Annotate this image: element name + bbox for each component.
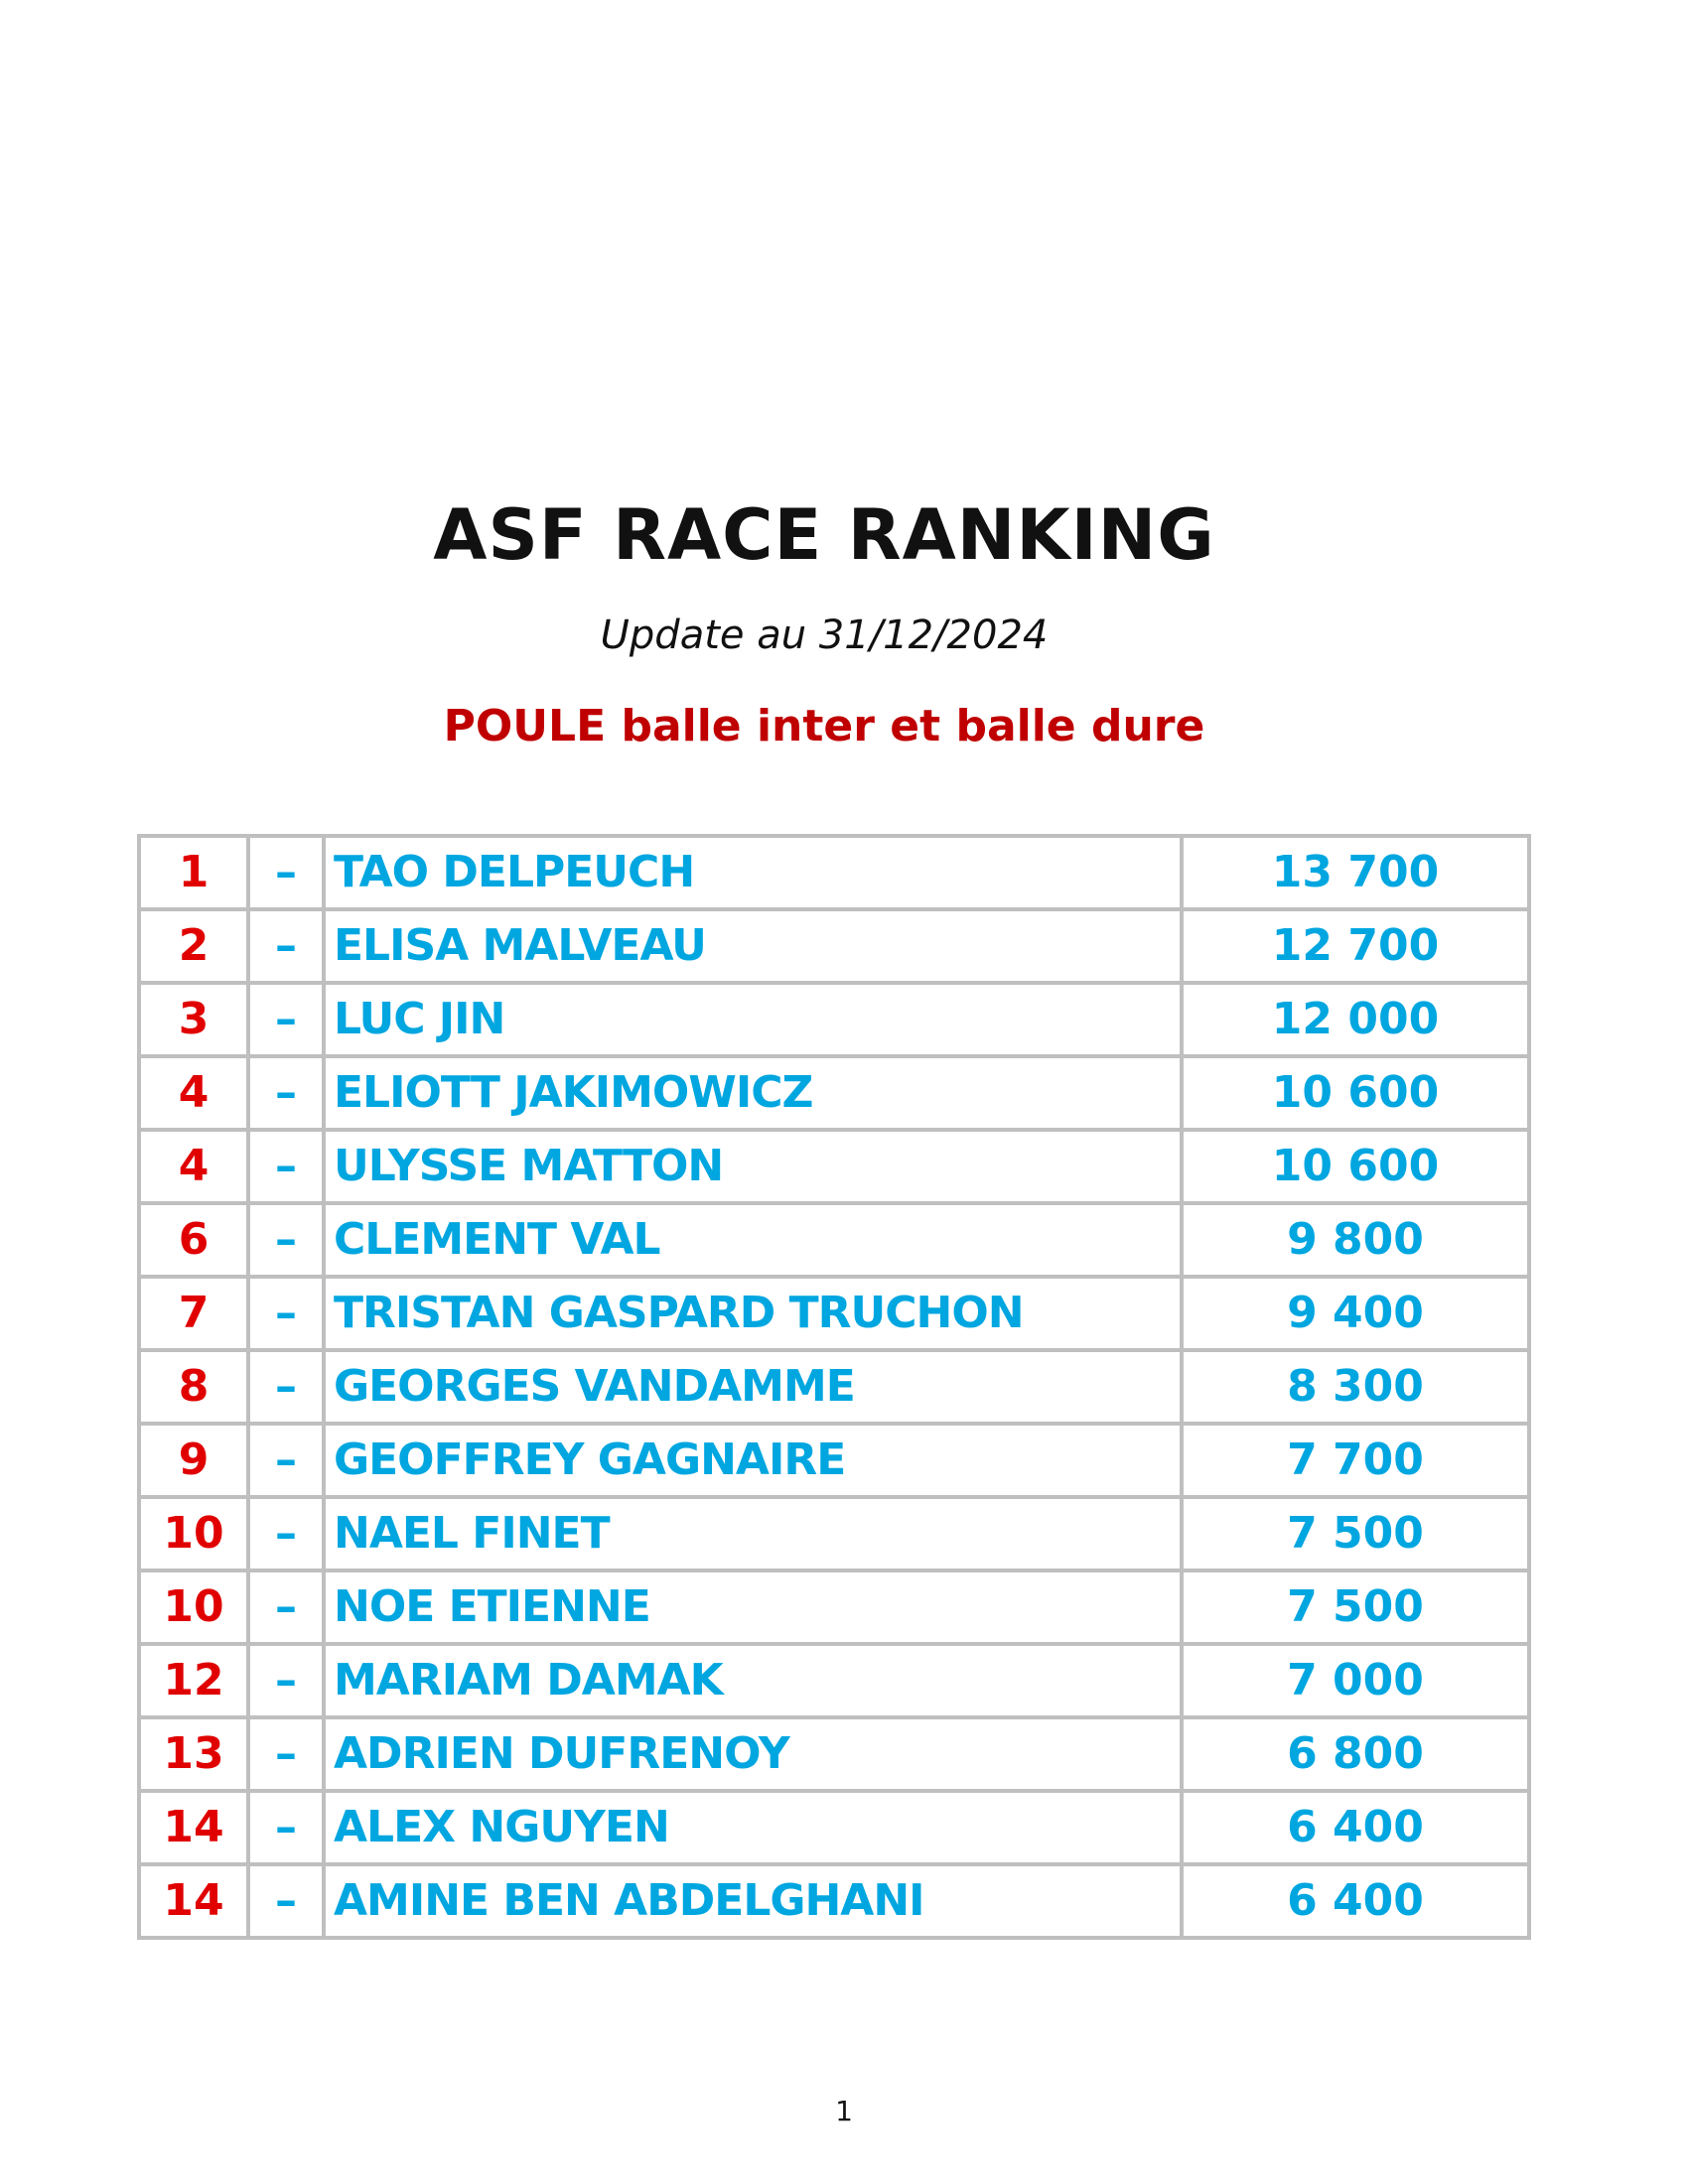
points-cell: 7 500	[1182, 1570, 1529, 1644]
player-name-cell: GEOFFREY GAGNAIRE	[324, 1424, 1182, 1497]
category-heading: POULE balle inter et balle dure	[443, 701, 1205, 751]
player-name-cell: ULYSSE MATTON	[324, 1130, 1182, 1203]
player-name-cell: ALEX NGUYEN	[324, 1791, 1182, 1864]
separator-cell: –	[248, 1791, 324, 1864]
player-name-cell: TAO DELPEUCH	[324, 836, 1182, 909]
separator-cell: –	[248, 1056, 324, 1130]
table-row	[139, 1497, 1529, 1570]
table-row	[139, 909, 1529, 983]
points-cell: 7 500	[1182, 1497, 1529, 1570]
separator-cell: –	[248, 1864, 324, 1938]
rank-cell: 8	[139, 1350, 248, 1424]
separator-cell: –	[248, 983, 324, 1056]
separator-cell: –	[248, 1277, 324, 1350]
rank-cell: 14	[139, 1791, 248, 1864]
points-cell: 12 000	[1182, 983, 1529, 1056]
separator-cell: –	[248, 1644, 324, 1717]
table-row	[139, 1570, 1529, 1644]
table-row	[139, 1130, 1529, 1203]
separator-cell: –	[248, 909, 324, 983]
rank-cell: 7	[139, 1277, 248, 1350]
separator-cell: –	[248, 1570, 324, 1644]
points-cell: 8 300	[1182, 1350, 1529, 1424]
points-cell: 6 800	[1182, 1717, 1529, 1791]
player-name-cell: ADRIEN DUFRENOY	[324, 1717, 1182, 1791]
player-name-cell: GEORGES VANDAMME	[324, 1350, 1182, 1424]
table-row	[139, 1277, 1529, 1350]
points-cell: 7 700	[1182, 1424, 1529, 1497]
rank-cell: 2	[139, 909, 248, 983]
separator-cell: –	[248, 1497, 324, 1570]
separator-cell: –	[248, 1424, 324, 1497]
table-row	[139, 1864, 1529, 1938]
separator-cell: –	[248, 1203, 324, 1277]
points-cell: 9 800	[1182, 1203, 1529, 1277]
table-row	[139, 1717, 1529, 1791]
page-number: 1	[835, 2095, 853, 2127]
rank-cell: 3	[139, 983, 248, 1056]
table-row	[139, 1791, 1529, 1864]
rank-cell: 10	[139, 1570, 248, 1644]
points-cell: 6 400	[1182, 1791, 1529, 1864]
points-cell: 12 700	[1182, 909, 1529, 983]
rank-cell: 6	[139, 1203, 248, 1277]
rank-cell: 9	[139, 1424, 248, 1497]
player-name-cell: ELISA MALVEAU	[324, 909, 1182, 983]
table-row	[139, 1644, 1529, 1717]
points-cell: 6 400	[1182, 1864, 1529, 1938]
player-name-cell: AMINE BEN ABDELGHANI	[324, 1864, 1182, 1938]
player-name-cell: CLEMENT VAL	[324, 1203, 1182, 1277]
table-row	[139, 836, 1529, 909]
page-title: ASF RACE RANKING	[433, 494, 1215, 576]
rank-cell: 12	[139, 1644, 248, 1717]
table-row	[139, 1424, 1529, 1497]
rank-cell: 10	[139, 1497, 248, 1570]
player-name-cell: TRISTAN GASPARD TRUCHON	[324, 1277, 1182, 1350]
rank-cell: 4	[139, 1056, 248, 1130]
ranking-table	[137, 834, 1531, 1940]
table-row	[139, 983, 1529, 1056]
rank-cell: 4	[139, 1130, 248, 1203]
separator-cell: –	[248, 1350, 324, 1424]
points-cell: 10 600	[1182, 1130, 1529, 1203]
table-row	[139, 1056, 1529, 1130]
separator-cell: –	[248, 1717, 324, 1791]
rank-cell: 1	[139, 836, 248, 909]
player-name-cell: NAEL FINET	[324, 1497, 1182, 1570]
player-name-cell: LUC JIN	[324, 983, 1182, 1056]
points-cell: 10 600	[1182, 1056, 1529, 1130]
table-row	[139, 1350, 1529, 1424]
player-name-cell: MARIAM DAMAK	[324, 1644, 1182, 1717]
separator-cell: –	[248, 1130, 324, 1203]
rank-cell: 13	[139, 1717, 248, 1791]
separator-cell: –	[248, 836, 324, 909]
update-date: Update au 31/12/2024	[600, 613, 1049, 658]
rank-cell: 14	[139, 1864, 248, 1938]
points-cell: 9 400	[1182, 1277, 1529, 1350]
player-name-cell: NOE ETIENNE	[324, 1570, 1182, 1644]
table-row	[139, 1203, 1529, 1277]
points-cell: 13 700	[1182, 836, 1529, 909]
player-name-cell: ELIOTT JAKIMOWICZ	[324, 1056, 1182, 1130]
points-cell: 7 000	[1182, 1644, 1529, 1717]
